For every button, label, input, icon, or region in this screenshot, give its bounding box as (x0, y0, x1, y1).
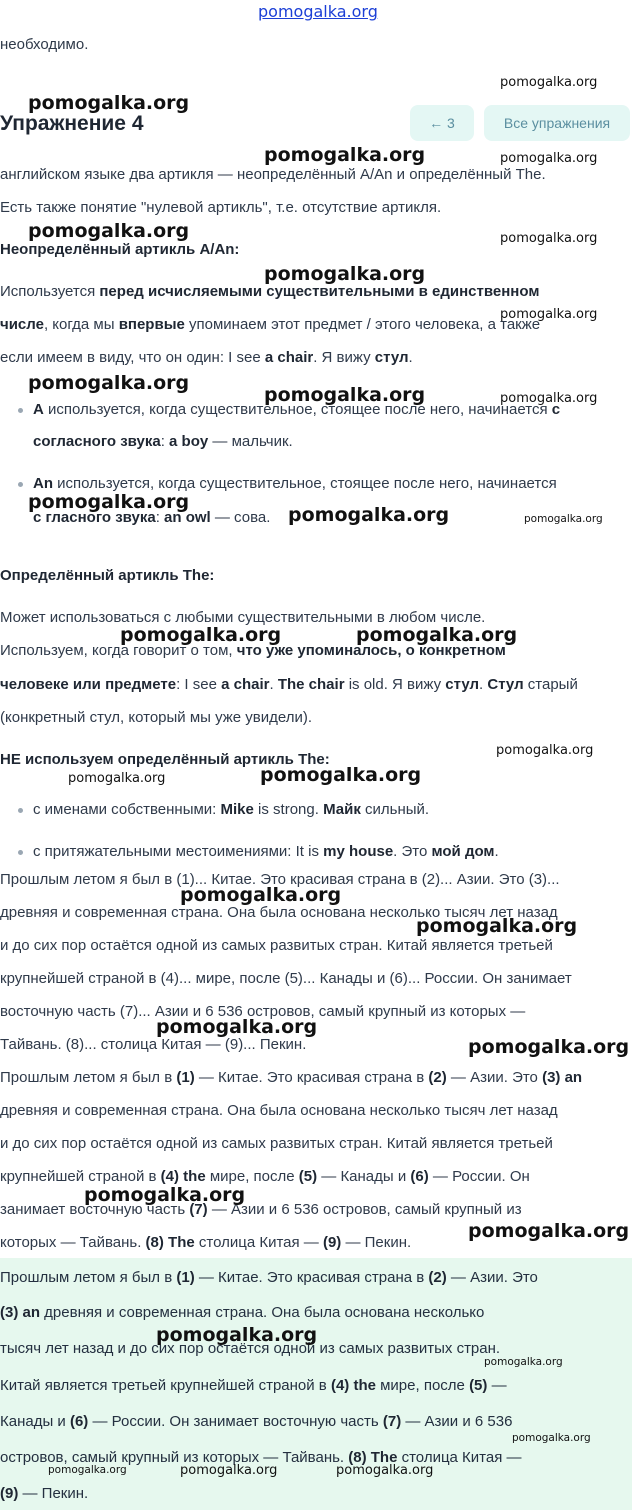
indef-line-3: если имеем в виду, что он один: I see a chair. Я вижу стул. (0, 349, 413, 366)
answer2-line-4: Китай является третьей крупнейшей страной в (4) the мире, после (5) — (0, 1377, 507, 1394)
task-line-6: Тайвань. (8)... столица Китая — (9)... Пекин. (0, 1036, 307, 1053)
watermark: pomogalka.org (68, 771, 166, 786)
task-line-5: восточную часть (7)... Азии и 6 536 островов, самый крупный из которых — (0, 1003, 526, 1020)
watermark: pomogalka.org (496, 743, 594, 758)
task-line-4: крупнейшей страной в (4)... мире, после (5)... Канады и (6)... России. Он занимает (0, 970, 572, 987)
watermark: pomogalka.org (468, 1220, 630, 1242)
not-heading: НЕ используем определённый артикль The: (0, 751, 330, 768)
task-line-2: древняя и современная страна. Она была основана несколько тысяч лет назад (0, 904, 558, 921)
theory-p1: английском языке два артикля — неопределённый A/An и определённый The. (0, 166, 546, 183)
watermark: pomogalka.org (180, 1463, 278, 1478)
answer1-line-4: крупнейшей страной в (4) the мире, после (5) — Канады и (6) — России. Он (0, 1168, 530, 1185)
bullet-dot (18, 408, 23, 413)
prev-exercise-button[interactable]: ← 3 (410, 105, 474, 141)
watermark: pomogalka.org (500, 151, 598, 166)
answer1-line-2: древняя и современная страна. Она была основана несколько тысяч лет назад (0, 1102, 558, 1119)
def-line-3: человеке или предмете: I see a chair. The chair is old. Я вижу стул. Стул старый (0, 676, 578, 693)
task-line-3: и до сих пор остаётся одной из самых развитых стран. Китай является третьей (0, 937, 553, 954)
watermark: pomogalka.org (28, 92, 190, 114)
watermark: pomogalka.org (156, 1324, 318, 1346)
watermark: pomogalka.org (416, 915, 578, 937)
bullet-dot (18, 808, 23, 813)
indef-line-2: числе, когда мы впервые упоминаем этот предмет / этого человека, а также (0, 316, 541, 333)
watermark: pomogalka.org (260, 764, 422, 786)
bullet-dot (18, 850, 23, 855)
all-exercises-button[interactable]: Все упражнения (484, 105, 630, 141)
def-line-1: Может использоваться с любыми существительными в любом числе. (0, 609, 486, 626)
answer2-line-5: Канады и (6) — России. Он занимает восточную часть (7) — Азии и 6 536 (0, 1413, 513, 1430)
watermark: pomogalka.org (180, 884, 342, 906)
def-line-4: (конкретный стул, который мы уже увидели). (0, 709, 313, 726)
indef-bullet-an-line-2: с гласного звука: an owl — сова. (33, 509, 271, 526)
indef-bullet-an-line-1: An используется, когда существительное, стоящее после него, начинается (33, 475, 557, 492)
watermark: pomogalka.org (28, 220, 190, 242)
answer1-line-3: и до сих пор остаётся одной из самых развитых стран. Китай является третьей (0, 1135, 553, 1152)
watermark: pomogalka.org (484, 1356, 563, 1368)
watermark: pomogalka.org (500, 75, 598, 90)
watermark: pomogalka.org (28, 372, 190, 394)
watermark: pomogalka.org (48, 1464, 127, 1476)
exercise-title: Упражнение 4 (0, 112, 144, 135)
watermark: pomogalka.org (264, 384, 426, 406)
watermark: pomogalka.org (264, 144, 426, 166)
answer2-line-1: Прошлым летом я был в (1) — Китае. Это красивая страна в (2) — Азии. Это (0, 1269, 538, 1286)
watermark: pomogalka.org (356, 624, 518, 646)
watermark: pomogalka.org (336, 1463, 434, 1478)
answer1-line-6: которых — Тайвань. (8) The столица Китая — (9) — Пекин. (0, 1234, 412, 1251)
def-heading: Определённый артикль The: (0, 567, 215, 584)
watermark: pomogalka.org (288, 504, 450, 526)
answer2-line-6: островов, самый крупный из которых — Тайвань. (8) The столица Китая — (0, 1449, 522, 1466)
watermark: pomogalka.org (120, 624, 282, 646)
watermark-top-link[interactable]: pomogalka.org (258, 2, 378, 21)
watermark: pomogalka.org (500, 231, 598, 246)
watermark: pomogalka.org (524, 513, 603, 525)
watermark: pomogalka.org (500, 391, 598, 406)
bullet-dot (18, 482, 23, 487)
intro-tail: необходимо. (0, 36, 89, 53)
not-bullet-2: с притяжательными местоимениями: It is my house. Это мой дом. (33, 843, 499, 860)
watermark: pomogalka.org (28, 491, 190, 513)
indef-bullet-a-line-1: A используется, когда существительное, стоящее после него, начинается с (33, 401, 561, 418)
answer1-line-5: занимает восточную часть (7) — Азии и 6 536 островов, самый крупный из (0, 1201, 522, 1218)
indef-heading: Неопределённый артикль A/An: (0, 241, 240, 258)
answer2-line-3: тысяч лет назад и до сих пор остаётся одной из самых развитых стран. (0, 1340, 501, 1357)
watermark: pomogalka.org (264, 263, 426, 285)
answer1-line-1: Прошлым летом я был в (1) — Китае. Это красивая страна в (2) — Азии. Это (3) an (0, 1069, 583, 1086)
theory-p2: Есть также понятие "нулевой артикль", т.е. отсутствие артикля. (0, 199, 442, 216)
answer2-line-2: (3) an древняя и современная страна. Она была основана несколько (0, 1304, 485, 1321)
watermark: pomogalka.org (84, 1184, 246, 1206)
answer2-line-7: (9) — Пекин. (0, 1485, 89, 1502)
indef-bullet-a-line-2: согласного звука: a boy — мальчик. (33, 433, 293, 450)
watermark: pomogalka.org (512, 1432, 591, 1444)
def-line-2: Используем, когда говорит о том, что уже упоминалось, о конкретном (0, 642, 506, 659)
watermark: pomogalka.org (156, 1016, 318, 1038)
not-bullet-1: с именами собственными: Mike is strong. Майк сильный. (33, 801, 430, 818)
watermark: pomogalka.org (468, 1036, 630, 1058)
watermark: pomogalka.org (500, 307, 598, 322)
task-line-1: Прошлым летом я был в (1)... Китае. Это красивая страна в (2)... Азии. Это (3)... (0, 871, 560, 888)
indef-line-1: Используется перед исчисляемыми существительными в единственном (0, 283, 540, 300)
